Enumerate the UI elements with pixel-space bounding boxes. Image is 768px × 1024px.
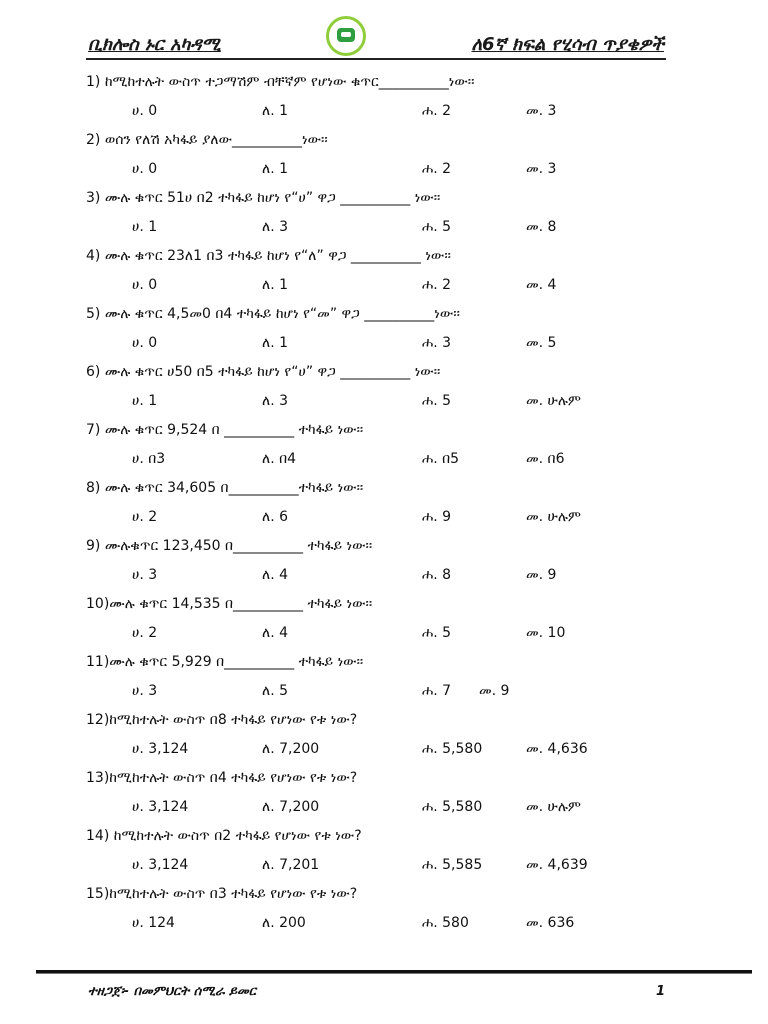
- answer-options: [86, 161, 686, 181]
- question-item: [86, 70, 686, 128]
- answer-option[interactable]: ሐ. 5,585: [422, 857, 483, 873]
- answer-option[interactable]: መ. 8: [526, 219, 557, 235]
- footer-prepared-by: ተዘጋጀ፡- በመምህርት ሰሚራ ይመር: [88, 984, 256, 999]
- answer-option[interactable]: መ. 4,636: [526, 741, 588, 757]
- answer-option[interactable]: ለ. 4: [262, 625, 289, 641]
- question-stem: 13)ከሚከተሉት ውስጥ በ4 ተካፋይ የሆነው የቱ ነው?: [86, 770, 358, 786]
- question-stem: 7) ሙሉ ቁጥር 9,524 በ __________ ተካፋይ ነው፡፡: [86, 422, 364, 438]
- answer-option[interactable]: መ. 4: [526, 277, 557, 293]
- answer-options: [86, 219, 686, 239]
- answer-option[interactable]: ሀ. 3,124: [132, 741, 189, 757]
- question-list: [86, 70, 686, 940]
- answer-option[interactable]: ሐ. 5,580: [422, 799, 483, 815]
- answer-option[interactable]: ሐ. 5: [422, 219, 452, 235]
- question-item: [86, 360, 686, 418]
- answer-option[interactable]: ሐ. 2: [422, 103, 452, 119]
- answer-options: [86, 335, 686, 355]
- answer-option[interactable]: ሀ. 0: [132, 335, 158, 351]
- question-stem: 6) ሙሉ ቁጥር ሀ50 በ5 ተካፋይ ከሆነ የ“ሀ” ዋጋ __________ ነው፡፡: [86, 364, 441, 380]
- answer-option[interactable]: ለ. 1: [262, 335, 289, 351]
- question-item: [86, 592, 686, 650]
- answer-option[interactable]: ሀ. 3,124: [132, 857, 189, 873]
- answer-option[interactable]: ሐ. በ5: [422, 451, 460, 467]
- question-stem: 9) ሙሉቁጥር 123,450 በ__________ ተካፋይ ነው፡፡: [86, 538, 373, 554]
- answer-option[interactable]: ሀ. 3: [132, 683, 158, 699]
- school-logo: [326, 16, 366, 56]
- school-name: ቢክሎስ ኑር አካዳሚ: [88, 34, 221, 55]
- question-stem: 1) ከሚከተሉት ውስጥ ተጋማሽም ብቸኛም የሆነው ቁጥር__________ነው፡፡: [86, 74, 475, 90]
- question-stem: 10)ሙሉ ቁጥር 14,535 በ__________ ተካፋይ ነው፡፡: [86, 596, 373, 612]
- answer-option[interactable]: መ. 9: [526, 567, 557, 583]
- question-stem: 14) ከሚከተሉት ውስጥ በ2 ተካፋይ የሆነው የቱ ነው?: [86, 828, 362, 844]
- answer-option[interactable]: ሐ. 7: [422, 683, 452, 699]
- answer-options: [86, 799, 686, 819]
- question-item: [86, 824, 686, 882]
- question-item: [86, 476, 686, 534]
- question-stem: 3) ሙሉ ቁጥር 51ሀ በ2 ተካፋይ ከሆነ የ“ሀ” ዋጋ __________ ነው፡፡: [86, 190, 441, 206]
- answer-option[interactable]: መ. 636: [526, 915, 575, 931]
- question-stem: 11)ሙሉ ቁጥር 5,929 በ__________ ተካፋይ ነው፡፡: [86, 654, 364, 670]
- page-number: 1: [656, 984, 666, 999]
- question-item: [86, 766, 686, 824]
- answer-option[interactable]: ሀ. በ3: [132, 451, 166, 467]
- question-stem: 2) ወሰን የለሽ አካፋይ ያለው__________ነው፡፡: [86, 132, 328, 148]
- answer-option[interactable]: ሐ. 5,580: [422, 741, 483, 757]
- answer-option[interactable]: ሐ. 3: [422, 335, 452, 351]
- answer-option[interactable]: መ. 10: [526, 625, 566, 641]
- answer-options: [86, 857, 686, 877]
- answer-option[interactable]: መ. ሁሉም: [526, 393, 581, 409]
- answer-option[interactable]: ሐ. 580: [422, 915, 469, 931]
- answer-option[interactable]: ለ. 3: [262, 219, 289, 235]
- answer-option[interactable]: መ. በ6: [526, 451, 565, 467]
- answer-options: [86, 741, 686, 761]
- document-title: ለ6ኛ ክፍል የሂሳብ ጥያቄዎች: [471, 34, 664, 55]
- question-item: [86, 128, 686, 186]
- question-stem: 8) ሙሉ ቁጥር 34,605 በ__________ተካፋይ ነው፡፡: [86, 480, 364, 496]
- question-stem: 5) ሙሉ ቁጥር 4,5መ0 በ4 ተካፋይ ከሆነ የ“መ” ዋጋ __________ነው፡፡: [86, 306, 460, 322]
- answer-option[interactable]: ለ. 1: [262, 103, 289, 119]
- answer-option[interactable]: ሐ. 2: [422, 161, 452, 177]
- answer-options: [86, 393, 686, 413]
- answer-option[interactable]: ለ. 7,200: [262, 799, 320, 815]
- answer-option[interactable]: ለ. 7,200: [262, 741, 320, 757]
- answer-option[interactable]: ለ. 7,201: [262, 857, 320, 873]
- answer-option[interactable]: ለ. 6: [262, 509, 289, 525]
- question-stem: 12)ከሚከተሉት ውስጥ በ8 ተካፋይ የሆነው የቱ ነው?: [86, 712, 358, 728]
- answer-option[interactable]: መ. 3: [526, 103, 557, 119]
- answer-options: [86, 103, 686, 123]
- answer-option[interactable]: መ. 3: [526, 161, 557, 177]
- answer-option[interactable]: ለ. 200: [262, 915, 306, 931]
- answer-option[interactable]: ሐ. 2: [422, 277, 452, 293]
- answer-options: [86, 567, 686, 587]
- answer-options: [86, 509, 686, 529]
- answer-option[interactable]: ሐ. 5: [422, 625, 452, 641]
- question-item: [86, 882, 686, 940]
- answer-option[interactable]: ሀ. 3,124: [132, 799, 189, 815]
- question-item: [86, 302, 686, 360]
- question-item: [86, 186, 686, 244]
- answer-option[interactable]: ሀ. 2: [132, 509, 158, 525]
- answer-option[interactable]: ሐ. 5: [422, 393, 452, 409]
- answer-option[interactable]: መ. ሁሉም: [526, 509, 581, 525]
- answer-option[interactable]: ሀ. 3: [132, 567, 158, 583]
- answer-option[interactable]: ሀ. 1: [132, 393, 158, 409]
- answer-option[interactable]: ሐ. 8: [422, 567, 452, 583]
- question-item: [86, 244, 686, 302]
- answer-option[interactable]: መ. 9: [479, 683, 510, 699]
- answer-option[interactable]: ለ. 4: [262, 567, 289, 583]
- answer-option[interactable]: ሐ. 9: [422, 509, 452, 525]
- question-item: [86, 418, 686, 476]
- answer-option[interactable]: ሀ. 0: [132, 277, 158, 293]
- question-stem: 4) ሙሉ ቁጥር 23ለ1 በ3 ተካፋይ ከሆነ የ“ለ” ዋጋ __________ ነው፡፡: [86, 248, 451, 264]
- answer-option[interactable]: ሀ. 2: [132, 625, 158, 641]
- answer-option[interactable]: ለ. 1: [262, 277, 289, 293]
- question-item: [86, 534, 686, 592]
- answer-option[interactable]: ለ. በ4: [262, 451, 297, 467]
- answer-option[interactable]: ሀ. 0: [132, 103, 158, 119]
- answer-option[interactable]: ለ. 5: [262, 683, 289, 699]
- logo-cap-icon: [341, 32, 351, 37]
- answer-options: [86, 683, 686, 703]
- answer-option[interactable]: መ. 5: [526, 335, 557, 351]
- answer-options: [86, 915, 686, 935]
- answer-options: [86, 277, 686, 297]
- answer-option[interactable]: ሀ. 1: [132, 219, 158, 235]
- answer-option[interactable]: መ. 4,639: [526, 857, 588, 873]
- answer-option[interactable]: ሀ. 0: [132, 161, 158, 177]
- footer-divider: [36, 970, 752, 974]
- answer-options: [86, 625, 686, 645]
- page-header: [86, 34, 666, 60]
- answer-option[interactable]: ለ. 1: [262, 161, 289, 177]
- answer-options: [86, 451, 686, 471]
- question-item: [86, 708, 686, 766]
- answer-option[interactable]: መ. ሁሉም: [526, 799, 581, 815]
- question-item: [86, 650, 686, 708]
- question-stem: 15)ከሚከተሉት ውስጥ በ3 ተካፋይ የሆነው የቱ ነው?: [86, 886, 358, 902]
- answer-option[interactable]: ሀ. 124: [132, 915, 175, 931]
- answer-option[interactable]: ለ. 3: [262, 393, 289, 409]
